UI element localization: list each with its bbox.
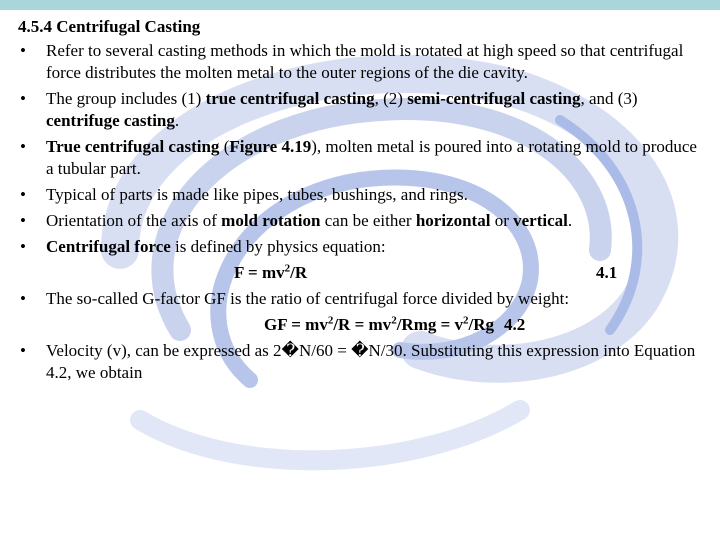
term-centrifuge-casting: centrifuge casting [46,111,175,130]
term-horizontal: horizontal [415,211,491,230]
bullet-icon: • [20,289,26,308]
equation-4-1 [18,262,708,284]
equation-part: /Rmg = v [396,315,464,334]
bullet-icon: • [20,89,26,108]
term-true-centrifugal: true centrifugal casting [205,89,375,108]
bullet-item-5 [18,210,708,232]
equation-part: GF = mv [264,315,328,334]
bullet-text: can be either [320,211,416,230]
bullet-text: Orientation of the axis of [46,211,222,230]
top-color-band [0,0,720,10]
equation-superscript: 2 [391,314,397,327]
slide-content [18,16,708,388]
bullet-item-6 [18,236,708,258]
equation-4-2 [18,314,708,336]
bullet-text: is defined by physics equation: [170,237,386,256]
equation-number: 4.2 [504,315,526,334]
bullet-list [18,40,708,384]
equation-superscript: 2 [463,314,469,327]
bullet-text: Velocity (v), can be expressed as 2�N/60 = �N/30. Substituting this expression into Equation 4.2, we obtain [46,341,696,382]
bullet-icon: • [20,137,26,156]
bullet-icon: • [20,341,26,360]
bullet-item-3 [18,136,708,180]
bullet-text: Refer to several casting methods in which the mold is rotated at high speed so that centrifugal force distributes the molten metal to the outer regions of the die cavity. [46,41,684,82]
slide-heading: 4.5.4 Centrifugal Casting [18,17,201,36]
equation-number: 4.1 [596,263,618,282]
bullet-text: ), molten metal is poured into a rotating mold to produce a tubular part. [46,137,697,178]
equation-rhs: /R [290,263,308,282]
equation-expression [234,262,307,284]
figure-reference: Figure 4.19 [229,137,312,156]
bullet-text: . [567,211,573,230]
equation-superscript: 2 [327,314,334,327]
bullet-item-7 [18,288,708,310]
bullet-icon: • [20,211,26,230]
term-semi-centrifugal: semi-centrifugal casting [407,89,581,108]
term-mold-rotation: mold rotation [221,211,321,230]
equation-superscript: 2 [284,262,291,275]
bullet-text: The so-called G-factor GF is the ratio of centrifugal force divided by weight: [46,289,570,308]
bullet-text: , and (3) [580,89,638,108]
term-vertical: vertical [513,211,568,230]
bullet-icon: • [20,185,26,204]
bullet-text: or [490,211,514,230]
bullet-icon: • [20,41,26,60]
bullet-text: . [174,111,180,130]
bullet-item-2 [18,88,708,132]
equation-lhs: F = mv [234,263,285,282]
equation-part: /R = mv [333,315,392,334]
bullet-item-1 [18,40,708,84]
bullet-item-8 [18,340,708,384]
bullet-text: The group includes (1) [46,89,206,108]
term-centrifugal-force: Centrifugal force [46,237,171,256]
bullet-text: , (2) [374,89,408,108]
bullet-icon: • [20,237,26,256]
bullet-text: ( [219,137,230,156]
bullet-item-4 [18,184,708,206]
term-true-centrifugal-casting: True centrifugal casting [46,137,220,156]
bullet-text: Typical of parts is made like pipes, tubes, bushings, and rings. [46,185,468,204]
equation-part: /Rg [468,315,495,334]
